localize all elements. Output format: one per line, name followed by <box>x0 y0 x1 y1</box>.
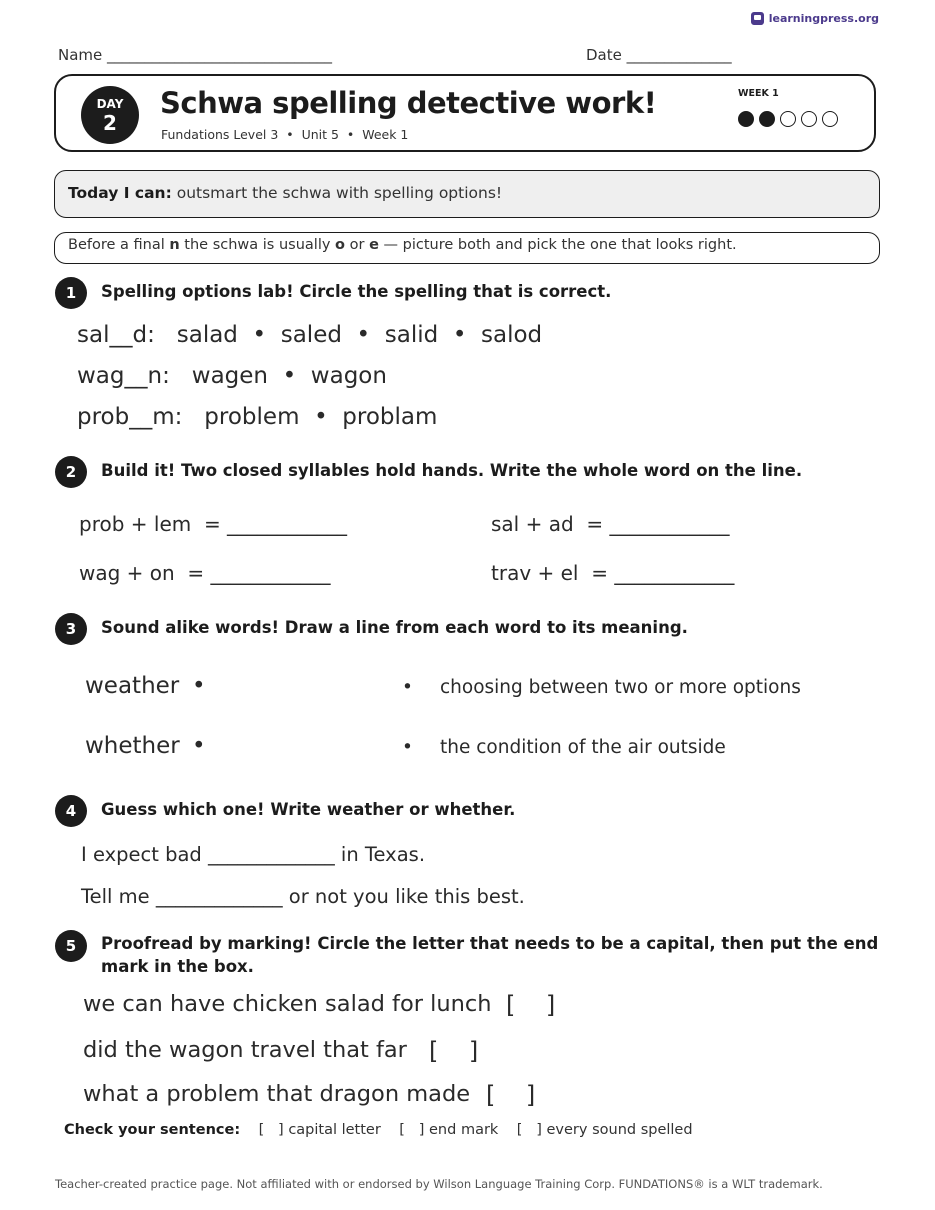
date-field-label: Date ______________ <box>586 46 732 64</box>
question-number: 2 <box>55 456 87 488</box>
end-mark-box[interactable]: [ ] <box>506 991 556 1019</box>
self-check-row <box>64 1122 693 1138</box>
name-field-label: Name ______________________________ <box>58 46 333 64</box>
question-prompt: Spelling options lab! Circle the spelling that is correct. <box>101 282 612 301</box>
goal-lead: Today I can: <box>68 184 172 202</box>
tip-part: Before a final <box>68 237 170 253</box>
match-dot-left[interactable]: • <box>192 673 206 699</box>
self-check-item[interactable]: [ ] capital letter <box>258 1122 381 1138</box>
self-check-lead: Check your sentence: <box>64 1122 241 1138</box>
proofread-sentence[interactable]: did the wagon travel that far <box>83 1037 407 1063</box>
question-prompt: Sound alike words! Draw a line from each word to its meaning. <box>101 618 688 637</box>
day-label: DAY <box>96 97 124 111</box>
question-prompt-continued: mark in the box. <box>101 957 254 976</box>
progress-dot-empty <box>780 111 796 127</box>
match-dot-right[interactable]: • <box>402 677 413 698</box>
tip-text <box>68 237 737 253</box>
progress-dot-empty <box>822 111 838 127</box>
match-word[interactable]: weather <box>85 673 180 699</box>
spelling-option-row[interactable]: wag__n: wagen • wagon <box>77 363 387 389</box>
progress-dot-filled <box>759 111 775 127</box>
page-subtitle: Fundations Level 3 • Unit 5 • Week 1 <box>161 127 409 142</box>
question-number: 3 <box>55 613 87 645</box>
page-title: Schwa spelling detective work! <box>160 86 657 120</box>
spelling-option-row[interactable]: sal__d: salad • saled • salid • salod <box>77 322 543 348</box>
match-dot-left[interactable]: • <box>192 733 206 759</box>
goal-text: outsmart the schwa with spelling options! <box>171 184 503 202</box>
goal-statement <box>68 184 502 202</box>
question-prompt: Proofread by marking! Circle the letter that needs to be a capital, then put the end <box>101 934 879 953</box>
build-word-item[interactable]: trav + el = ____________ <box>491 561 735 585</box>
match-dot-right[interactable]: • <box>402 737 413 758</box>
question-number: 4 <box>55 795 87 827</box>
day-number: 2 <box>103 111 117 135</box>
build-word-item[interactable]: wag + on = ____________ <box>79 561 331 585</box>
spelling-option-row[interactable]: prob__m: problem • problam <box>77 404 438 430</box>
build-word-item[interactable]: sal + ad = ____________ <box>491 512 730 536</box>
question-number: 5 <box>55 930 87 962</box>
brand[interactable] <box>751 12 879 25</box>
self-check-item[interactable]: [ ] end mark <box>399 1122 499 1138</box>
proofread-sentence[interactable]: we can have chicken salad for lunch <box>83 991 492 1017</box>
question-prompt: Guess which one! Write weather or whether. <box>101 800 516 819</box>
proofread-sentence[interactable]: what a problem that dragon made <box>83 1081 471 1107</box>
tip-part: or <box>345 237 370 253</box>
day-badge <box>81 86 139 144</box>
tip-letter-n: n <box>169 237 180 253</box>
tip-letter-e: e <box>369 237 379 253</box>
progress-dot-filled <box>738 111 754 127</box>
tip-part: the schwa is usually <box>179 237 336 253</box>
question-number: 1 <box>55 277 87 309</box>
match-word[interactable]: whether <box>85 733 180 759</box>
progress-dot-empty <box>801 111 817 127</box>
week-label: WEEK 1 <box>738 88 779 99</box>
fill-in-sentence[interactable]: I expect bad _____________ in Texas. <box>81 843 426 866</box>
self-check-item[interactable]: [ ] every sound spelled <box>516 1122 693 1138</box>
week-progress <box>738 111 838 127</box>
end-mark-box[interactable]: [ ] <box>486 1081 536 1109</box>
end-mark-box[interactable]: [ ] <box>429 1037 479 1065</box>
build-word-item[interactable]: prob + lem = ____________ <box>79 512 348 536</box>
brand-text: learningpress.org <box>768 12 879 25</box>
tip-letter-o: o <box>335 237 346 253</box>
fill-in-sentence[interactable]: Tell me _____________ or not you like this best. <box>81 885 525 908</box>
question-prompt: Build it! Two closed syllables hold hands. Write the whole word on the line. <box>101 461 803 480</box>
match-meaning[interactable]: the condition of the air outside <box>440 737 726 758</box>
footer-disclaimer: Teacher-created practice page. Not affiliated with or endorsed by Wilson Language Training Corp. FUNDATIONS® is a WLT trademark. <box>55 1177 823 1191</box>
match-meaning[interactable]: choosing between two or more options <box>440 677 801 698</box>
book-icon <box>751 12 764 25</box>
tip-part: — picture both and pick the one that looks right. <box>378 237 737 253</box>
